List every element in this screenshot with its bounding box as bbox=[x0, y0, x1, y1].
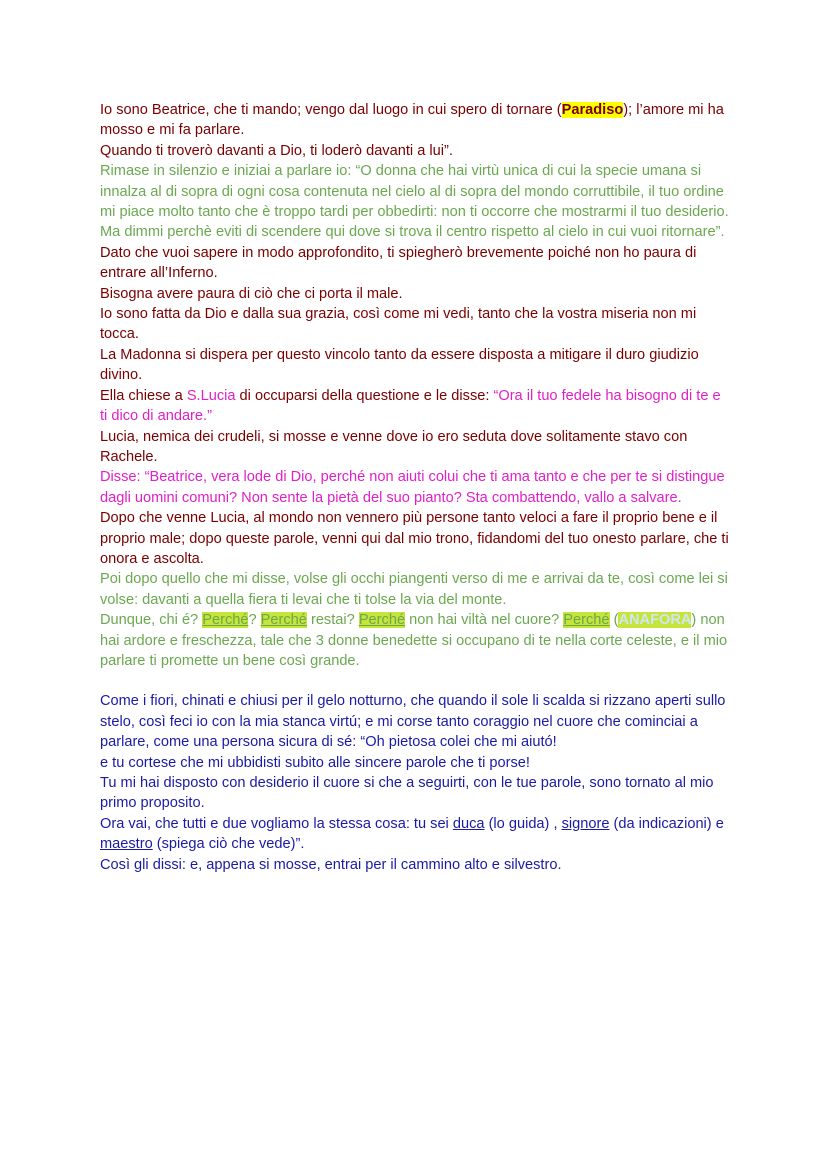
underlined-word: duca bbox=[452, 815, 485, 832]
paragraph: Ella chiese a S.Lucia di occuparsi della questione e le disse: “Ora il tuo fedele ha bisogno di te e ti dico di andare.” bbox=[100, 387, 721, 425]
paragraph: Poi dopo quello che mi disse, volse gli occhi piangenti verso di me e arrivai da te, così come lei si volse: davanti a quella fiera ti levai che ti tolse la via del monte. bbox=[100, 571, 728, 608]
quote: “Ora il tuo fedele ha bisogno di te e ti dico di andare.” bbox=[100, 387, 721, 425]
paragraph: Come i fiori, chinati e chiusi per il gelo notturno, che quando il sole li scalda si rizzano aperti sullo stelo, così feci io con la mia stanca virtú; e mi corse tanto coraggio nel cuore che cominciai a parlare, come una persona sicura di sé: “Oh pietosa colei che mi aiutó! bbox=[100, 693, 726, 751]
anaphora-word: Perché bbox=[202, 612, 249, 629]
paragraph: Io sono fatta da Dio e dalla sua grazia, così come mi vedi, tanto che la vostra miseria non mi tocca. bbox=[100, 306, 697, 343]
anaphora-word: Perché bbox=[563, 612, 610, 629]
highlighted-word: Paradiso bbox=[561, 102, 624, 118]
paragraph: Dato che vuoi sapere in modo approfondito, ti spiegherò brevemente poiché non ho paura di entrare all’Inferno. bbox=[100, 244, 697, 282]
paragraph-spacer bbox=[100, 671, 730, 691]
underlined-word: signore bbox=[561, 815, 610, 832]
paragraph: Dunque, chi é? Perché? Perché restai? Perché non hai viltà nel cuore? Perché (ANAFORA) non hai ardore e freschezza, tale che 3 donne benedette si occupano di te nella corte celeste, e il mio parlare ti promette un bene così grande. bbox=[100, 612, 728, 669]
paragraph: Rimase in silenzio e iniziai a parlare io: “O donna che hai virtù unica di cui la specie umana si innalza al di sopra di ogni cosa contenuta nel cielo al di sopra del mondo corruttibile, il tuo ordine mi piace molto tanto che è troppo tardi per obbedirti: non ti occorre che mostrarmi il tuo desiderio. bbox=[100, 163, 729, 221]
paragraph: Ora vai, che tutti e due vogliamo la stessa cosa: tu sei duca (lo guida) , signore (da indicazioni) e maestro (spiega ciò che vede)”. bbox=[100, 815, 724, 853]
paragraph: Ma dimmi perchè eviti di scendere qui dove si trova il centro rispetto al cielo in cui vuoi ritornare”. bbox=[100, 224, 725, 241]
paragraph: Quando ti troverò davanti a Dio, ti loderò davanti a lui”. bbox=[100, 142, 453, 159]
anaphora-word: Perché bbox=[358, 612, 406, 629]
paragraph: La Madonna si dispera per questo vincolo tanto da essere disposta a mitigare il duro giudizio divino. bbox=[100, 346, 699, 384]
paragraph: e tu cortese che mi ubbidisti subito alle sincere parole che ti porse! bbox=[100, 754, 530, 771]
paragraph: Disse: “Beatrice, vera lode di Dio, perché non aiuti colui che ti ama tanto e che per te si distingue dagli uomini comuni? Non sente la pietà del suo pianto? Sta combattendo, vallo a salvare. bbox=[100, 469, 725, 506]
paragraph: Così gli dissi: e, appena si mosse, entrai per il cammino alto e silvestro. bbox=[100, 856, 562, 873]
paragraph: Tu mi hai disposto con desiderio il cuore si che a seguirti, con le tue parole, sono tornato al mio primo proposito. bbox=[100, 775, 714, 812]
paragraph: Lucia, nemica dei crudeli, si mosse e venne dove io ero seduta dove solitamente stavo con Rachele. bbox=[100, 428, 688, 465]
anaphora-word: Perché bbox=[260, 612, 307, 629]
name-s-lucia: S.Lucia bbox=[186, 387, 236, 404]
underlined-word: maestro bbox=[100, 836, 153, 853]
document-body bbox=[100, 100, 730, 875]
paragraph: Io sono Beatrice, che ti mando; vengo dal luogo in cui spero di tornare (Paradiso); l’amore mi ha mosso e mi fa parlare. bbox=[100, 102, 724, 139]
anaphora-label: ANAFORA bbox=[618, 612, 692, 629]
paragraph: Bisogna avere paura di ciò che ci porta il male. bbox=[100, 285, 403, 302]
paragraph: Dopo che venne Lucia, al mondo non vennero più persone tanto veloci a fare il proprio bene e il proprio male; dopo queste parole, venni qui dal mio trono, fidandomi del tuo onesto parlare, che ti onora e ascolta. bbox=[100, 510, 729, 567]
